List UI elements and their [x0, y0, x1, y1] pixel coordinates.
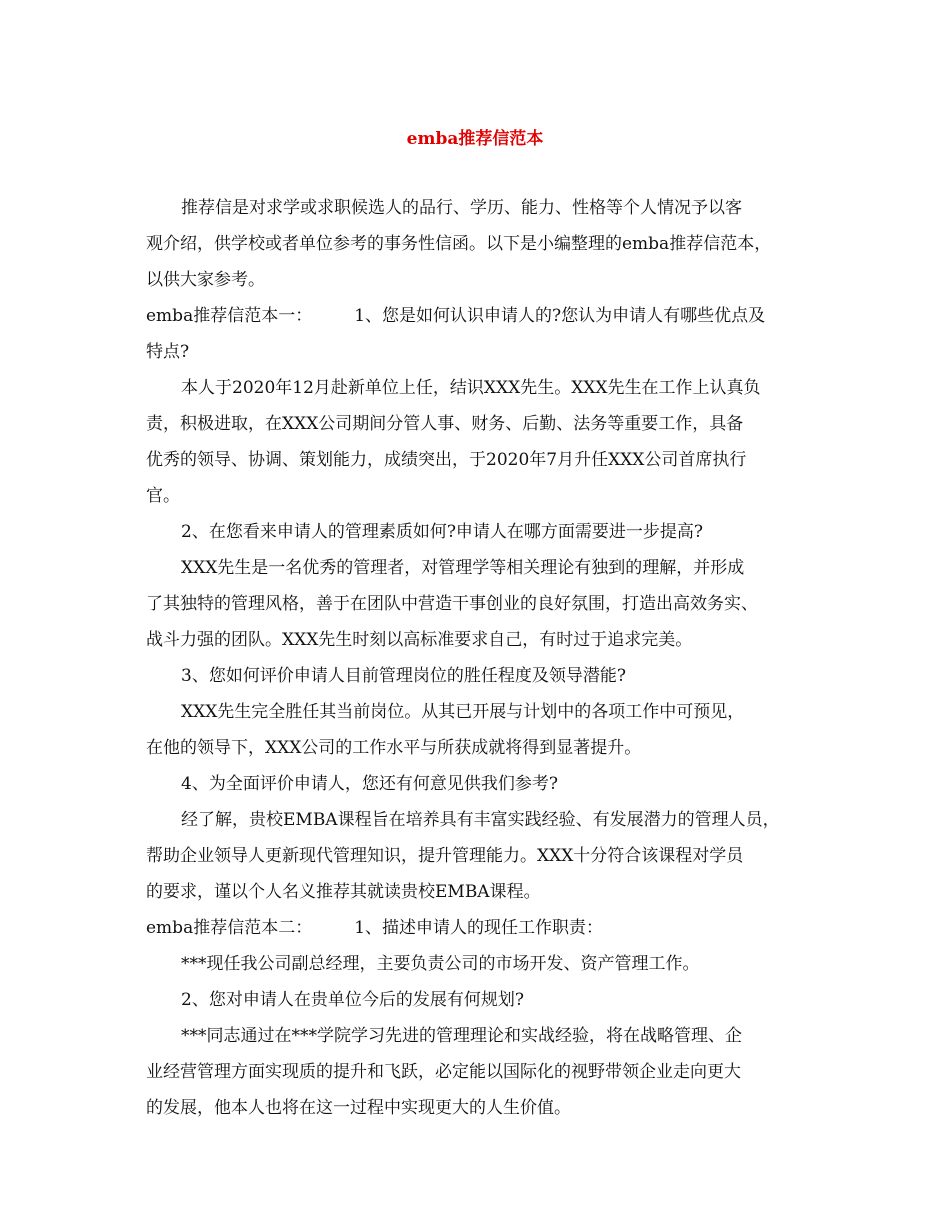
question-line: 3、您如何评价申请人目前管理岗位的胜任程度及领导潜能? [181, 666, 626, 686]
question-line: 4、为全面评价申请人，您还有何意见供我们参考? [181, 774, 558, 794]
paragraph-line: XXX先生完全胜任其当前岗位。从其已开展与计划中的各项工作中可预见， [181, 702, 745, 722]
paragraph-line: 官。 [146, 486, 180, 506]
paragraph-line: 帮助企业领导人更新现代管理知识，提升管理能力。XXX十分符合该课程对学员 [146, 846, 744, 866]
paragraph-line: 观介绍，供学校或者单位参考的事务性信函。以下是小编整理的emba推荐信范本， [146, 234, 772, 254]
paragraph-line: ***现任我公司副总经理，主要负责公司的市场开发、资产管理工作。 [181, 954, 700, 974]
paragraph-line: XXX先生是一名优秀的管理者，对管理学等相关理论有独到的理解，并形成 [181, 558, 745, 578]
paragraph-line: 特点? [146, 342, 190, 362]
paragraph-line: 了其独特的管理风格，善于在团队中营造干事创业的良好氛围，打造出高效务实、 [146, 594, 758, 614]
section-heading-line [146, 302, 765, 330]
paragraph-line: 的发展，他本人也将在这一过程中实现更大的人生价值。 [146, 1098, 571, 1118]
paragraph-line: 优秀的领导、协调、策划能力，成绩突出，于2020年7月升任XXX公司首席执行 [146, 450, 747, 470]
section-heading-1: emba推荐信范本一： [146, 306, 313, 326]
paragraph-line: 以供大家参考。 [146, 270, 265, 290]
paragraph-line: 的要求，谨以个人名义推荐其就读贵校EMBA课程。 [146, 882, 541, 902]
paragraph-line: 战斗力强的团队。XXX先生时刻以高标准要求自己，有时过于追求完美。 [146, 630, 693, 650]
paragraph-line: 业经营管理方面实现质的提升和飞跃，必定能以国际化的视野带领企业走向更大 [146, 1062, 741, 1082]
paragraph-line: 经了解，贵校EMBA课程旨在培养具有丰富实践经验、有发展潜力的管理人员， [181, 810, 780, 830]
paragraph-line: ***同志通过在***学院学习先进的管理理论和实战经验，将在战略管理、企 [181, 1026, 742, 1046]
document-title: emba推荐信范本 [406, 129, 544, 149]
section-heading-2: emba推荐信范本二： [146, 918, 313, 938]
section-heading-line [146, 914, 603, 942]
paragraph-line: 推荐信是对求学或求职候选人的品行、学历、能力、性格等个人情况予以客 [181, 198, 742, 218]
question-line: 2、您对申请人在贵单位今后的发展有何规划? [181, 990, 524, 1010]
paragraph-line: 在他的领导下，XXX公司的工作水平与所获成就将得到显著提升。 [146, 738, 642, 758]
paragraph-line: 责，积极进取，在XXX公司期间分管人事、财务、后勤、法务等重要工作，具备 [146, 414, 744, 434]
paragraph-line: 本人于2020年12月赴新单位上任，结识XXX先生。XXX先生在工作上认真负 [181, 378, 761, 398]
question-1-start: 1、描述申请人的现任工作职责： [354, 918, 604, 938]
question-1-start: 1、您是如何认识申请人的?您认为申请人有哪些优点及 [354, 306, 766, 326]
question-line: 2、在您看来申请人的管理素质如何?申请人在哪方面需要进一步提高? [181, 522, 704, 542]
